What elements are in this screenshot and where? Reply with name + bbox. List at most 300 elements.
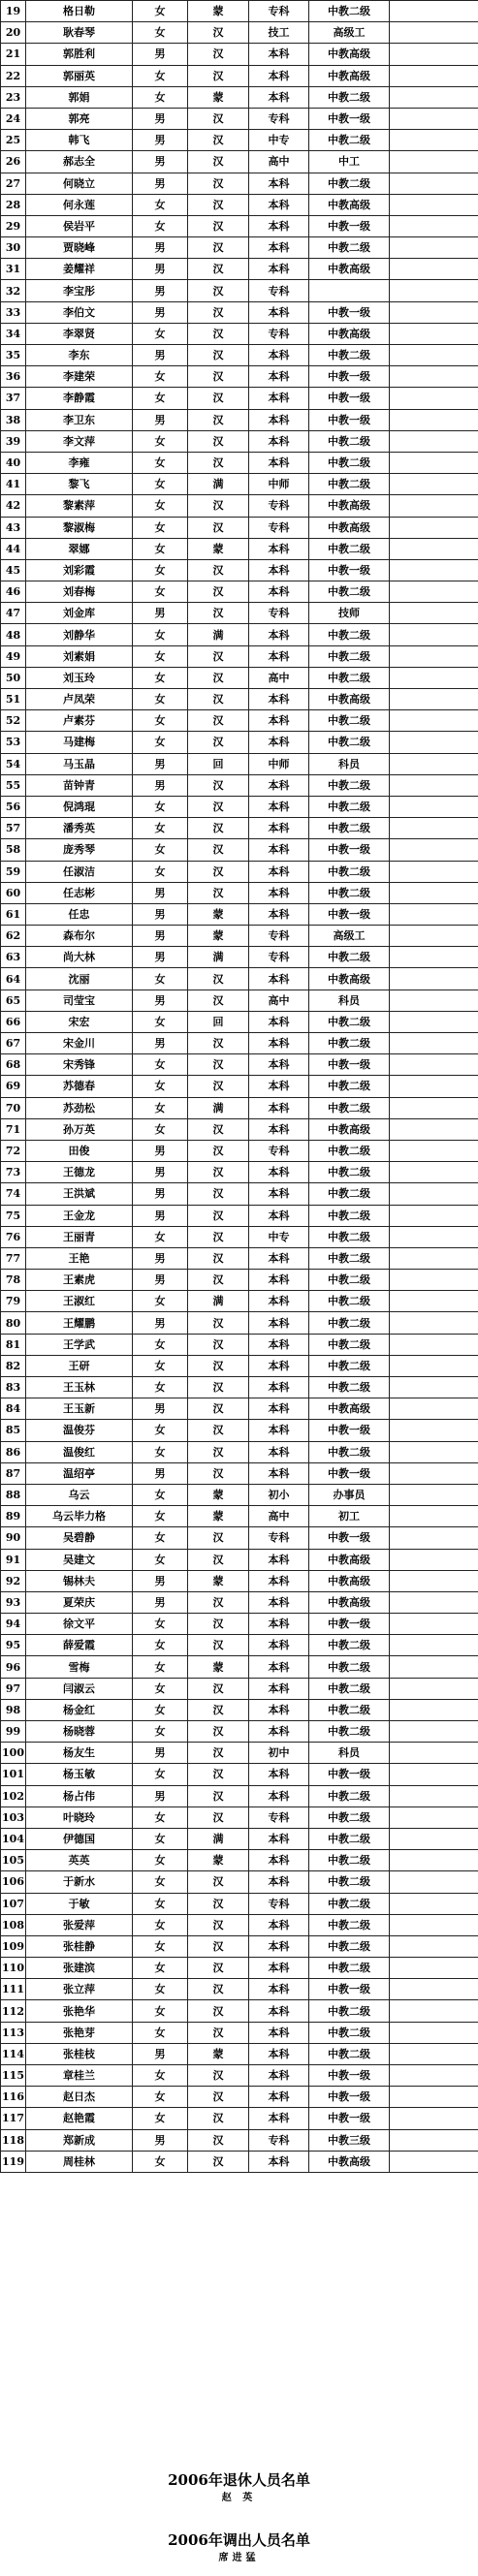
staff-name-cell: 张桂枝 bbox=[26, 2043, 133, 2064]
education-cell: 专科 bbox=[249, 108, 309, 129]
gender-cell: 女 bbox=[133, 517, 188, 538]
education-cell: 本科 bbox=[249, 65, 309, 86]
row-number-cell: 117 bbox=[1, 2108, 26, 2129]
row-number-cell: 38 bbox=[1, 409, 26, 430]
staff-name-cell: 张桂静 bbox=[26, 1935, 133, 1957]
ethnicity-cell: 汉 bbox=[188, 1958, 249, 1979]
staff-name-cell: 王素虎 bbox=[26, 1270, 133, 1291]
row-number-cell: 25 bbox=[1, 130, 26, 151]
staff-name-cell: 耿春琴 bbox=[26, 22, 133, 44]
ethnicity-cell: 汉 bbox=[188, 409, 249, 430]
ethnicity-cell: 蒙 bbox=[188, 926, 249, 947]
job-title-cell: 中教二级 bbox=[309, 1162, 390, 1183]
row-number-cell: 94 bbox=[1, 1614, 26, 1635]
ethnicity-cell: 汉 bbox=[188, 237, 249, 259]
ethnicity-cell: 汉 bbox=[188, 1806, 249, 1828]
blank-cell bbox=[390, 1054, 478, 1076]
gender-cell: 女 bbox=[133, 1226, 188, 1247]
staff-name-cell: 沈丽 bbox=[26, 968, 133, 990]
job-title-cell: 中教二级 bbox=[309, 818, 390, 839]
ethnicity-cell: 汉 bbox=[188, 1247, 249, 1269]
blank-cell bbox=[390, 173, 478, 194]
education-cell: 本科 bbox=[249, 1377, 309, 1398]
ethnicity-cell: 汉 bbox=[188, 280, 249, 301]
table-row bbox=[1, 861, 478, 882]
staff-name-cell: 刘春梅 bbox=[26, 581, 133, 603]
staff-name-cell: 王金龙 bbox=[26, 1205, 133, 1226]
staff-name-cell: 李卫东 bbox=[26, 409, 133, 430]
row-number-cell: 33 bbox=[1, 301, 26, 323]
ethnicity-cell: 汉 bbox=[188, 2108, 249, 2129]
gender-cell: 女 bbox=[133, 1678, 188, 1699]
blank-cell bbox=[390, 861, 478, 882]
job-title-cell: 中教二级 bbox=[309, 1914, 390, 1935]
table-row bbox=[1, 2108, 478, 2129]
gender-cell: 女 bbox=[133, 1935, 188, 1957]
education-cell: 专科 bbox=[249, 495, 309, 517]
ethnicity-cell: 汉 bbox=[188, 1462, 249, 1484]
row-number-cell: 65 bbox=[1, 990, 26, 1011]
ethnicity-cell: 汉 bbox=[188, 1743, 249, 1764]
job-title-cell: 中教一级 bbox=[309, 903, 390, 925]
retired-name: 赵 英 bbox=[221, 2493, 257, 2503]
table-row bbox=[1, 947, 478, 968]
blank-cell bbox=[390, 1591, 478, 1613]
staff-name-cell: 苏劲松 bbox=[26, 1097, 133, 1118]
education-cell: 本科 bbox=[249, 861, 309, 882]
job-title-cell: 中教二级 bbox=[309, 1850, 390, 1871]
gender-cell: 女 bbox=[133, 495, 188, 517]
table-row bbox=[1, 1355, 478, 1376]
education-cell: 本科 bbox=[249, 1398, 309, 1420]
education-cell: 本科 bbox=[249, 1635, 309, 1656]
row-number-cell: 71 bbox=[1, 1118, 26, 1140]
row-number-cell: 109 bbox=[1, 1935, 26, 1957]
staff-name-cell: 于敏 bbox=[26, 1893, 133, 1914]
table-row bbox=[1, 1097, 478, 1118]
blank-cell bbox=[390, 1270, 478, 1291]
gender-cell: 女 bbox=[133, 2022, 188, 2043]
ethnicity-cell: 蒙 bbox=[188, 1, 249, 22]
table-row bbox=[1, 538, 478, 559]
blank-cell bbox=[390, 1226, 478, 1247]
gender-cell: 女 bbox=[133, 1441, 188, 1462]
staff-name-cell: 翠娜 bbox=[26, 538, 133, 559]
staff-name-cell: 何永莲 bbox=[26, 194, 133, 215]
education-cell: 本科 bbox=[249, 409, 309, 430]
blank-cell bbox=[390, 1484, 478, 1505]
blank-cell bbox=[390, 1656, 478, 1678]
education-cell: 本科 bbox=[249, 194, 309, 215]
education-cell: 专科 bbox=[249, 2129, 309, 2151]
table-row bbox=[1, 1935, 478, 1957]
row-number-cell: 86 bbox=[1, 1441, 26, 1462]
staff-name-cell: 苗钟青 bbox=[26, 774, 133, 796]
staff-name-cell: 刘彩霞 bbox=[26, 559, 133, 581]
table-row bbox=[1, 1591, 478, 1613]
staff-name-cell: 何晓立 bbox=[26, 173, 133, 194]
education-cell: 本科 bbox=[249, 44, 309, 65]
table-row bbox=[1, 990, 478, 1011]
job-title-cell: 科员 bbox=[309, 753, 390, 774]
ethnicity-cell: 汉 bbox=[188, 1699, 249, 1720]
table-row bbox=[1, 151, 478, 173]
job-title-cell: 中教二级 bbox=[309, 1183, 390, 1205]
education-cell: 专科 bbox=[249, 947, 309, 968]
row-number-cell: 92 bbox=[1, 1570, 26, 1591]
row-number-cell: 46 bbox=[1, 581, 26, 603]
staff-name-cell: 王研 bbox=[26, 1355, 133, 1376]
ethnicity-cell: 汉 bbox=[188, 366, 249, 388]
row-number-cell: 74 bbox=[1, 1183, 26, 1205]
row-number-cell: 73 bbox=[1, 1162, 26, 1183]
blank-cell bbox=[390, 65, 478, 86]
ethnicity-cell: 汉 bbox=[188, 1054, 249, 1076]
staff-name-cell: 杨晓蓉 bbox=[26, 1721, 133, 1743]
ethnicity-cell: 汉 bbox=[188, 1420, 249, 1441]
education-cell: 本科 bbox=[249, 173, 309, 194]
job-title-cell: 中教二级 bbox=[309, 1291, 390, 1312]
gender-cell: 女 bbox=[133, 559, 188, 581]
gender-cell: 女 bbox=[133, 430, 188, 452]
row-number-cell: 82 bbox=[1, 1355, 26, 1376]
blank-cell bbox=[390, 430, 478, 452]
table-row bbox=[1, 65, 478, 86]
table-row bbox=[1, 796, 478, 817]
gender-cell: 女 bbox=[133, 1893, 188, 1914]
blank-cell bbox=[390, 86, 478, 108]
education-cell: 初小 bbox=[249, 1484, 309, 1505]
gender-cell: 男 bbox=[133, 926, 188, 947]
gender-cell: 女 bbox=[133, 689, 188, 710]
ethnicity-cell: 汉 bbox=[188, 1355, 249, 1376]
education-cell: 本科 bbox=[249, 1270, 309, 1291]
job-title-cell: 中教高级 bbox=[309, 517, 390, 538]
blank-cell bbox=[390, 1958, 478, 1979]
gender-cell: 女 bbox=[133, 1054, 188, 1076]
blank-cell bbox=[390, 108, 478, 129]
gender-cell: 女 bbox=[133, 968, 188, 990]
row-number-cell: 54 bbox=[1, 753, 26, 774]
row-number-cell: 85 bbox=[1, 1420, 26, 1441]
ethnicity-cell: 汉 bbox=[188, 796, 249, 817]
blank-cell bbox=[390, 1979, 478, 2000]
gender-cell: 女 bbox=[133, 2000, 188, 2022]
blank-cell bbox=[390, 2108, 478, 2129]
staff-name-cell: 李雍 bbox=[26, 452, 133, 473]
ethnicity-cell: 汉 bbox=[188, 861, 249, 882]
table-row bbox=[1, 1893, 478, 1914]
job-title-cell: 中教二级 bbox=[309, 430, 390, 452]
job-title-cell: 中教二级 bbox=[309, 345, 390, 366]
ethnicity-cell: 蒙 bbox=[188, 1656, 249, 1678]
row-number-cell: 29 bbox=[1, 215, 26, 236]
blank-cell bbox=[390, 774, 478, 796]
job-title-cell: 中教一级 bbox=[309, 2065, 390, 2087]
staff-name-cell: 王耀鹏 bbox=[26, 1312, 133, 1334]
job-title-cell: 中工 bbox=[309, 151, 390, 173]
staff-name-cell: 吴碧静 bbox=[26, 1527, 133, 1549]
job-title-cell: 中教二级 bbox=[309, 1226, 390, 1247]
row-number-cell: 35 bbox=[1, 345, 26, 366]
table-row bbox=[1, 1226, 478, 1247]
education-cell: 技工 bbox=[249, 22, 309, 44]
ethnicity-cell: 汉 bbox=[188, 1398, 249, 1420]
blank-cell bbox=[390, 710, 478, 732]
job-title-cell: 中教二级 bbox=[309, 1334, 390, 1355]
ethnicity-cell: 汉 bbox=[188, 581, 249, 603]
gender-cell: 男 bbox=[133, 1743, 188, 1764]
staff-name-cell: 任志彬 bbox=[26, 882, 133, 903]
staff-name-cell: 叶晓玲 bbox=[26, 1806, 133, 1828]
gender-cell: 女 bbox=[133, 2151, 188, 2172]
staff-name-cell: 任忠 bbox=[26, 903, 133, 925]
blank-cell bbox=[390, 366, 478, 388]
table-row bbox=[1, 86, 478, 108]
row-number-cell: 45 bbox=[1, 559, 26, 581]
staff-name-cell: 温俊红 bbox=[26, 1441, 133, 1462]
table-row bbox=[1, 1076, 478, 1097]
ethnicity-cell: 汉 bbox=[188, 259, 249, 280]
education-cell: 本科 bbox=[249, 366, 309, 388]
blank-cell bbox=[390, 22, 478, 44]
gender-cell: 男 bbox=[133, 237, 188, 259]
job-title-cell: 中教二级 bbox=[309, 947, 390, 968]
row-number-cell: 97 bbox=[1, 1678, 26, 1699]
education-cell: 本科 bbox=[249, 774, 309, 796]
staff-name-cell: 郭丽英 bbox=[26, 65, 133, 86]
job-title-cell: 中教二级 bbox=[309, 1828, 390, 1849]
row-number-cell: 30 bbox=[1, 237, 26, 259]
gender-cell: 女 bbox=[133, 1958, 188, 1979]
staff-name-cell: 杨金红 bbox=[26, 1699, 133, 1720]
table-row bbox=[1, 1183, 478, 1205]
job-title-cell: 中教二级 bbox=[309, 1893, 390, 1914]
ethnicity-cell: 汉 bbox=[188, 1183, 249, 1205]
education-cell: 本科 bbox=[249, 1162, 309, 1183]
blank-cell bbox=[390, 903, 478, 925]
staff-name-cell: 刘玉玲 bbox=[26, 667, 133, 688]
ethnicity-cell: 汉 bbox=[188, 1678, 249, 1699]
staff-name-cell: 徐文平 bbox=[26, 1614, 133, 1635]
table-row bbox=[1, 2129, 478, 2151]
gender-cell: 男 bbox=[133, 1162, 188, 1183]
row-number-cell: 103 bbox=[1, 1806, 26, 1828]
blank-cell bbox=[390, 839, 478, 861]
education-cell: 本科 bbox=[249, 1871, 309, 1893]
education-cell: 本科 bbox=[249, 345, 309, 366]
education-cell: 本科 bbox=[249, 1850, 309, 1871]
job-title-cell: 中教二级 bbox=[309, 86, 390, 108]
row-number-cell: 32 bbox=[1, 280, 26, 301]
table-row bbox=[1, 1162, 478, 1183]
education-cell: 本科 bbox=[249, 1291, 309, 1312]
gender-cell: 女 bbox=[133, 1721, 188, 1743]
job-title-cell: 中教二级 bbox=[309, 1721, 390, 1743]
row-number-cell: 26 bbox=[1, 151, 26, 173]
blank-cell bbox=[390, 301, 478, 323]
ethnicity-cell: 汉 bbox=[188, 774, 249, 796]
table-row bbox=[1, 44, 478, 65]
education-cell: 本科 bbox=[249, 1462, 309, 1484]
table-row bbox=[1, 1570, 478, 1591]
table-row bbox=[1, 1721, 478, 1743]
education-cell: 专科 bbox=[249, 517, 309, 538]
table-row bbox=[1, 1, 478, 22]
gender-cell: 男 bbox=[133, 1033, 188, 1054]
ethnicity-cell: 汉 bbox=[188, 130, 249, 151]
staff-name-cell: 王淑红 bbox=[26, 1291, 133, 1312]
job-title-cell: 中教二级 bbox=[309, 1011, 390, 1032]
staff-name-cell: 倪鸿琨 bbox=[26, 796, 133, 817]
gender-cell: 女 bbox=[133, 1914, 188, 1935]
blank-cell bbox=[390, 1527, 478, 1549]
row-number-cell: 49 bbox=[1, 645, 26, 667]
ethnicity-cell: 汉 bbox=[188, 1979, 249, 2000]
blank-cell bbox=[390, 947, 478, 968]
blank-cell bbox=[390, 689, 478, 710]
gender-cell: 女 bbox=[133, 1764, 188, 1785]
blank-cell bbox=[390, 1118, 478, 1140]
staff-name-cell: 于新水 bbox=[26, 1871, 133, 1893]
staff-name-cell: 尚大林 bbox=[26, 947, 133, 968]
gender-cell: 女 bbox=[133, 1506, 188, 1527]
staff-name-cell: 英英 bbox=[26, 1850, 133, 1871]
staff-name-cell: 乌云毕力格 bbox=[26, 1506, 133, 1527]
row-number-cell: 58 bbox=[1, 839, 26, 861]
ethnicity-cell: 汉 bbox=[188, 645, 249, 667]
job-title-cell: 中教二级 bbox=[309, 2000, 390, 2022]
ethnicity-cell: 满 bbox=[188, 1097, 249, 1118]
row-number-cell: 22 bbox=[1, 65, 26, 86]
gender-cell: 女 bbox=[133, 1334, 188, 1355]
table-row bbox=[1, 774, 478, 796]
ethnicity-cell: 汉 bbox=[188, 1893, 249, 1914]
row-number-cell: 77 bbox=[1, 1247, 26, 1269]
education-cell: 专科 bbox=[249, 1893, 309, 1914]
table-row bbox=[1, 1270, 478, 1291]
blank-cell bbox=[390, 2022, 478, 2043]
table-row bbox=[1, 1205, 478, 1226]
ethnicity-cell: 汉 bbox=[188, 1441, 249, 1462]
job-title-cell: 中教三级 bbox=[309, 2129, 390, 2151]
blank-cell bbox=[390, 474, 478, 495]
row-number-cell: 102 bbox=[1, 1785, 26, 1806]
ethnicity-cell: 蒙 bbox=[188, 2043, 249, 2064]
staff-name-cell: 李静霞 bbox=[26, 388, 133, 409]
education-cell: 本科 bbox=[249, 1678, 309, 1699]
gender-cell: 女 bbox=[133, 388, 188, 409]
job-title-cell: 中教高级 bbox=[309, 1549, 390, 1570]
blank-cell bbox=[390, 1312, 478, 1334]
table-row bbox=[1, 839, 478, 861]
education-cell: 专科 bbox=[249, 1, 309, 22]
job-title-cell: 中教高级 bbox=[309, 194, 390, 215]
ethnicity-cell: 汉 bbox=[188, 194, 249, 215]
table-row bbox=[1, 926, 478, 947]
ethnicity-cell: 蒙 bbox=[188, 538, 249, 559]
row-number-cell: 69 bbox=[1, 1076, 26, 1097]
staff-name-cell: 王学武 bbox=[26, 1334, 133, 1355]
blank-cell bbox=[390, 968, 478, 990]
table-row bbox=[1, 882, 478, 903]
staff-name-cell: 李建荣 bbox=[26, 366, 133, 388]
row-number-cell: 56 bbox=[1, 796, 26, 817]
table-row bbox=[1, 1914, 478, 1935]
job-title-cell: 中教二级 bbox=[309, 710, 390, 732]
staff-name-cell: 乌云 bbox=[26, 1484, 133, 1505]
job-title-cell: 中教二级 bbox=[309, 1785, 390, 1806]
ethnicity-cell: 汉 bbox=[188, 388, 249, 409]
gender-cell: 女 bbox=[133, 1011, 188, 1032]
job-title-cell: 中教一级 bbox=[309, 366, 390, 388]
job-title-cell: 中教一级 bbox=[309, 215, 390, 236]
education-cell: 本科 bbox=[249, 1183, 309, 1205]
table-row bbox=[1, 645, 478, 667]
job-title-cell: 中教高级 bbox=[309, 2151, 390, 2172]
blank-cell bbox=[390, 345, 478, 366]
ethnicity-cell: 满 bbox=[188, 1291, 249, 1312]
blank-cell bbox=[390, 645, 478, 667]
gender-cell: 女 bbox=[133, 1420, 188, 1441]
blank-cell bbox=[390, 388, 478, 409]
education-cell: 高中 bbox=[249, 990, 309, 1011]
gender-cell: 男 bbox=[133, 1785, 188, 1806]
gender-cell: 女 bbox=[133, 1076, 188, 1097]
gender-cell: 男 bbox=[133, 1591, 188, 1613]
blank-cell bbox=[390, 44, 478, 65]
job-title-cell: 中教二级 bbox=[309, 774, 390, 796]
row-number-cell: 40 bbox=[1, 452, 26, 473]
gender-cell: 男 bbox=[133, 44, 188, 65]
gender-cell: 女 bbox=[133, 1549, 188, 1570]
blank-cell bbox=[390, 1785, 478, 1806]
ethnicity-cell: 满 bbox=[188, 947, 249, 968]
education-cell: 高中 bbox=[249, 151, 309, 173]
gender-cell: 女 bbox=[133, 1806, 188, 1828]
job-title-cell: 中教二级 bbox=[309, 2043, 390, 2064]
education-cell: 专科 bbox=[249, 1527, 309, 1549]
ethnicity-cell: 汉 bbox=[188, 1935, 249, 1957]
ethnicity-cell: 汉 bbox=[188, 603, 249, 624]
staff-name-cell: 姜耀祥 bbox=[26, 259, 133, 280]
blank-cell bbox=[390, 818, 478, 839]
ethnicity-cell: 汉 bbox=[188, 732, 249, 753]
ethnicity-cell: 汉 bbox=[188, 1033, 249, 1054]
ethnicity-cell: 汉 bbox=[188, 818, 249, 839]
ethnicity-cell: 汉 bbox=[188, 1118, 249, 1140]
row-number-cell: 81 bbox=[1, 1334, 26, 1355]
education-cell: 本科 bbox=[249, 1334, 309, 1355]
staff-name-cell: 李翠贤 bbox=[26, 323, 133, 344]
gender-cell: 男 bbox=[133, 345, 188, 366]
education-cell: 高中 bbox=[249, 1506, 309, 1527]
blank-cell bbox=[390, 926, 478, 947]
row-number-cell: 62 bbox=[1, 926, 26, 947]
ethnicity-cell: 汉 bbox=[188, 495, 249, 517]
table-row bbox=[1, 259, 478, 280]
job-title-cell: 中教二级 bbox=[309, 1935, 390, 1957]
row-number-cell: 51 bbox=[1, 689, 26, 710]
table-row bbox=[1, 732, 478, 753]
blank-cell bbox=[390, 1441, 478, 1462]
ethnicity-cell: 汉 bbox=[188, 1614, 249, 1635]
row-number-cell: 44 bbox=[1, 538, 26, 559]
ethnicity-cell: 汉 bbox=[188, 990, 249, 1011]
row-number-cell: 70 bbox=[1, 1097, 26, 1118]
row-number-cell: 75 bbox=[1, 1205, 26, 1226]
blank-cell bbox=[390, 1764, 478, 1785]
